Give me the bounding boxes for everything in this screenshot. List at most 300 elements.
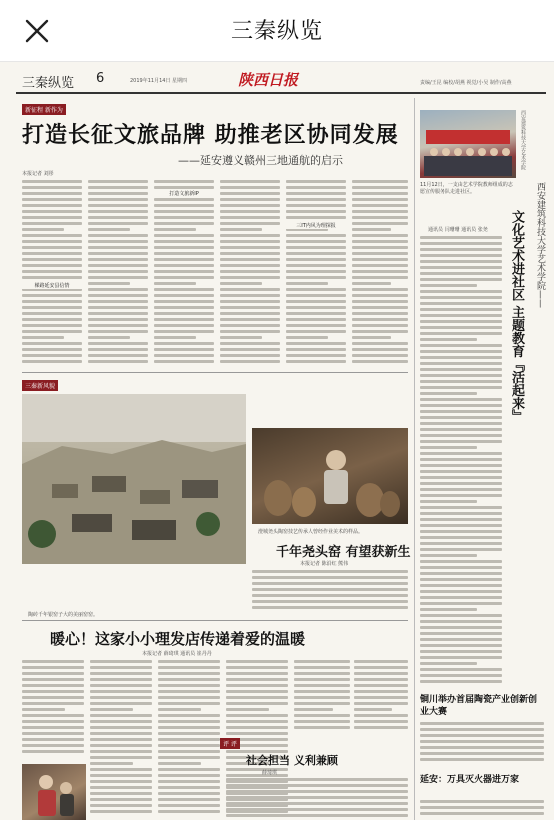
text-line	[220, 324, 280, 327]
text-line	[90, 684, 152, 687]
text-line	[22, 264, 82, 267]
text-line	[352, 300, 408, 303]
text-line	[88, 324, 148, 327]
masthead-section: 三秦纵览	[22, 76, 75, 91]
text-line	[22, 354, 82, 357]
text-line	[352, 288, 408, 291]
text-line	[22, 186, 82, 189]
text-line	[352, 246, 408, 249]
text-line	[88, 360, 148, 363]
text-line	[90, 708, 133, 711]
text-line	[420, 446, 477, 449]
text-line	[420, 392, 477, 395]
text-line	[354, 672, 408, 675]
warm-column-5	[294, 660, 350, 732]
text-line	[352, 330, 408, 333]
text-line	[88, 348, 148, 351]
text-line	[420, 458, 502, 461]
text-line	[226, 666, 288, 669]
text-line	[420, 512, 502, 515]
text-line	[286, 282, 328, 285]
text-line	[352, 192, 408, 195]
text-line	[420, 404, 502, 407]
text-line	[22, 342, 82, 345]
text-line	[252, 576, 408, 579]
text-line	[420, 734, 544, 737]
text-line	[420, 554, 477, 557]
text-line	[220, 294, 280, 297]
text-line	[354, 678, 408, 681]
text-line	[154, 294, 214, 297]
text-line	[286, 306, 346, 309]
text-line	[286, 300, 346, 303]
text-line	[220, 276, 280, 279]
text-line	[88, 342, 148, 345]
text-line	[154, 270, 214, 273]
text-line	[88, 330, 148, 333]
text-line	[158, 690, 220, 693]
text-line	[22, 348, 82, 351]
text-line	[286, 198, 346, 201]
text-line	[158, 738, 220, 741]
text-line	[90, 780, 152, 783]
text-line	[420, 758, 544, 761]
text-line	[90, 792, 152, 795]
text-line	[154, 336, 196, 339]
text-line	[158, 762, 201, 765]
text-line	[158, 696, 220, 699]
lead-column-1	[22, 180, 82, 368]
text-line	[154, 300, 214, 303]
warm-headline: 暖心！这家小小理发店传递着爱的温暖	[50, 630, 306, 648]
text-line	[158, 774, 220, 777]
text-line	[420, 614, 502, 617]
text-line	[90, 738, 152, 741]
text-line	[220, 348, 280, 351]
text-line	[90, 804, 152, 807]
volunteers-illustration	[420, 110, 516, 178]
text-line	[22, 330, 82, 333]
text-line	[354, 690, 408, 693]
text-line	[90, 744, 152, 747]
text-line	[420, 368, 502, 371]
feature-kicker: 三秦新风貌	[22, 380, 58, 391]
text-line	[90, 768, 152, 771]
text-line	[420, 440, 502, 443]
text-line	[286, 312, 346, 315]
feature-photo-caption-right: 澄城尧头陶窑技艺传承人曾经作业美术的样品。	[258, 529, 364, 535]
text-line	[22, 678, 84, 681]
text-line	[158, 702, 220, 705]
text-line	[226, 684, 288, 687]
text-line	[252, 582, 408, 585]
text-line	[286, 336, 328, 339]
text-line	[158, 714, 220, 717]
text-line	[220, 360, 280, 363]
right-column-divider	[414, 98, 415, 820]
text-line	[354, 702, 408, 705]
text-line	[220, 282, 262, 285]
lead-subhead-1: 梯路延安县信情	[22, 282, 82, 289]
text-line	[22, 738, 84, 741]
text-line	[22, 720, 84, 723]
text-line	[420, 380, 502, 383]
text-line	[22, 714, 84, 717]
text-line	[22, 696, 84, 699]
text-line	[158, 708, 201, 711]
text-line	[420, 362, 502, 365]
text-line	[154, 258, 214, 261]
text-line	[220, 312, 280, 315]
text-line	[220, 228, 262, 231]
text-line	[88, 300, 148, 303]
text-line	[220, 180, 280, 183]
text-line	[220, 264, 280, 267]
text-line	[286, 318, 346, 321]
text-line	[154, 252, 214, 255]
text-line	[22, 204, 82, 207]
text-line	[22, 360, 82, 363]
lead-column-5	[286, 180, 346, 368]
text-line	[22, 210, 82, 213]
text-line	[420, 422, 502, 425]
text-line	[22, 324, 82, 327]
text-line	[22, 312, 82, 315]
text-line	[352, 252, 408, 255]
text-line	[286, 240, 346, 243]
text-line	[352, 294, 408, 297]
text-line	[420, 680, 502, 683]
feature-body	[252, 570, 408, 614]
text-line	[220, 216, 280, 219]
text-line	[420, 482, 502, 485]
text-line	[420, 488, 502, 491]
text-line	[420, 428, 502, 431]
text-line	[420, 356, 502, 359]
text-line	[88, 204, 148, 207]
text-line	[226, 802, 408, 805]
right-institution-tag: 西安建筑科技大学艺术学院	[520, 110, 526, 170]
text-line	[158, 660, 220, 663]
text-line	[420, 752, 544, 755]
text-line	[158, 720, 220, 723]
text-line	[158, 756, 220, 759]
text-line	[420, 338, 477, 341]
text-line	[420, 674, 502, 677]
text-line	[420, 284, 477, 287]
text-line	[88, 180, 148, 183]
text-line	[352, 342, 408, 345]
text-line	[352, 336, 391, 339]
text-line	[352, 180, 408, 183]
text-line	[420, 656, 502, 659]
text-line	[154, 288, 214, 291]
text-line	[22, 732, 84, 735]
text-line	[22, 744, 84, 747]
text-line	[286, 216, 346, 219]
text-line	[22, 294, 82, 297]
text-line	[22, 222, 82, 225]
text-line	[420, 398, 502, 401]
text-line	[154, 186, 214, 189]
text-line	[22, 690, 84, 693]
lead-subheadline: ——延安遵义赣州三地通航的启示	[178, 154, 343, 167]
text-line	[420, 668, 502, 671]
text-line	[420, 620, 502, 623]
masthead	[16, 68, 546, 94]
text-line	[420, 608, 477, 611]
lead-column-6	[352, 180, 408, 368]
text-line	[286, 354, 346, 357]
text-line	[420, 560, 502, 563]
social-byline: 薛琦琪	[262, 770, 278, 776]
text-line	[352, 282, 391, 285]
text-line	[286, 186, 346, 189]
text-line	[420, 536, 502, 539]
text-line	[158, 804, 220, 807]
text-line	[22, 726, 84, 729]
feature-byline: 本报记者 陈沿红 熊伟	[300, 561, 349, 567]
newspaper-page[interactable]	[0, 62, 554, 820]
text-line	[220, 270, 280, 273]
text-line	[90, 762, 133, 765]
text-line	[352, 228, 391, 231]
text-line	[420, 746, 544, 749]
text-line	[420, 326, 502, 329]
text-line	[220, 204, 280, 207]
text-line	[354, 696, 408, 699]
text-line	[354, 660, 408, 663]
text-line	[158, 684, 220, 687]
text-line	[90, 678, 152, 681]
text-line	[158, 786, 220, 789]
text-line	[88, 282, 130, 285]
text-line	[420, 248, 502, 251]
text-line	[252, 594, 408, 597]
text-line	[22, 702, 84, 705]
text-line	[352, 312, 408, 315]
text-line	[154, 234, 214, 237]
text-line	[420, 374, 502, 377]
warm-column-2	[90, 660, 152, 820]
text-line	[352, 306, 408, 309]
text-line	[226, 720, 288, 723]
lead-column-3	[154, 180, 214, 368]
text-line	[286, 210, 346, 213]
text-line	[88, 222, 148, 225]
social-kicker: 评 评	[220, 738, 240, 749]
text-line	[226, 732, 288, 735]
text-line	[420, 638, 502, 641]
text-line	[90, 774, 152, 777]
text-line	[252, 588, 408, 591]
text-line	[420, 578, 502, 581]
lead-headline: 打造长征文旅品牌 助推老区协同发展	[22, 123, 399, 148]
text-line	[420, 566, 502, 569]
text-line	[22, 258, 82, 261]
text-line	[154, 180, 214, 183]
text-line	[420, 386, 502, 389]
text-line	[22, 750, 84, 753]
text-line	[220, 258, 280, 261]
social-headline: 社会担当 义利兼顾	[246, 754, 338, 767]
text-line	[420, 332, 502, 335]
text-line	[226, 726, 288, 729]
text-line	[420, 452, 502, 455]
text-line	[420, 260, 502, 263]
text-line	[154, 198, 214, 201]
text-line	[220, 330, 280, 333]
text-line	[90, 696, 152, 699]
warm-column-6	[354, 660, 408, 732]
text-line	[286, 324, 346, 327]
text-line	[154, 306, 214, 309]
kiln-village-photo	[22, 394, 246, 564]
text-line	[286, 276, 346, 279]
masthead-page-number: 6	[96, 71, 105, 86]
text-line	[294, 720, 350, 723]
text-line	[88, 294, 148, 297]
text-line	[154, 264, 214, 267]
text-line	[286, 258, 346, 261]
text-line	[294, 702, 350, 705]
masthead-date: 2019年11月14日 星期四	[130, 78, 188, 84]
text-line	[354, 666, 408, 669]
text-line	[354, 684, 408, 687]
text-line	[420, 662, 477, 665]
text-line	[22, 318, 82, 321]
text-line	[420, 476, 502, 479]
text-line	[90, 720, 152, 723]
text-line	[220, 192, 280, 195]
text-line	[420, 584, 502, 587]
text-line	[154, 216, 214, 219]
text-line	[420, 632, 502, 635]
text-line	[354, 714, 408, 717]
text-line	[420, 494, 502, 497]
lead-subhead-2: 打造文旅新IP	[154, 190, 214, 197]
text-line	[420, 590, 502, 593]
text-line	[226, 814, 408, 817]
text-line	[158, 744, 220, 747]
lead-kicker: 新征程 新作为	[22, 104, 66, 115]
text-line	[420, 314, 502, 317]
text-line	[420, 722, 544, 725]
text-line	[226, 660, 288, 663]
text-line	[90, 726, 152, 729]
text-line	[294, 696, 350, 699]
warm-column-3	[158, 660, 220, 820]
text-line	[420, 500, 477, 503]
text-line	[22, 672, 84, 675]
text-line	[352, 354, 408, 357]
text-line	[226, 790, 408, 793]
text-line	[420, 266, 502, 269]
text-line	[226, 784, 408, 787]
text-line	[22, 198, 82, 201]
text-line	[420, 806, 544, 809]
text-line	[420, 602, 502, 605]
text-line	[420, 272, 502, 275]
text-line	[352, 222, 408, 225]
text-line	[286, 288, 346, 291]
text-line	[88, 354, 148, 357]
text-line	[354, 708, 392, 711]
text-line	[220, 252, 280, 255]
text-line	[90, 714, 152, 717]
text-line	[226, 672, 288, 675]
text-line	[420, 290, 502, 293]
text-line	[22, 234, 82, 237]
text-line	[154, 312, 214, 315]
text-line	[226, 714, 288, 717]
text-line	[22, 240, 82, 243]
text-line	[220, 300, 280, 303]
text-line	[22, 306, 82, 309]
text-line	[90, 690, 152, 693]
text-line	[90, 810, 152, 813]
text-line	[88, 270, 148, 273]
text-line	[90, 732, 152, 735]
text-line	[90, 756, 152, 759]
text-line	[286, 360, 346, 363]
text-line	[154, 330, 214, 333]
text-line	[420, 236, 502, 239]
text-line	[154, 360, 214, 363]
text-line	[220, 210, 280, 213]
text-line	[294, 678, 350, 681]
text-line	[352, 198, 408, 201]
text-line	[420, 728, 544, 731]
text-line	[154, 342, 214, 345]
text-line	[88, 312, 148, 315]
text-line	[158, 732, 220, 735]
text-line	[420, 410, 502, 413]
right-sub-news-1: 铜川举办首届陶瓷产业创新创业大赛	[420, 695, 538, 717]
text-line	[220, 198, 280, 201]
text-line	[158, 798, 220, 801]
text-line	[286, 180, 346, 183]
social-body	[226, 778, 408, 820]
text-line	[88, 228, 130, 231]
text-line	[220, 288, 280, 291]
text-line	[420, 344, 502, 347]
text-line	[420, 308, 502, 311]
text-line	[154, 204, 214, 207]
text-line	[352, 264, 408, 267]
text-line	[88, 252, 148, 255]
text-line	[286, 264, 346, 267]
text-line	[22, 228, 64, 231]
feature-headline: 千年尧头窑 有望获新生	[276, 545, 411, 560]
text-line	[352, 324, 408, 327]
text-line	[158, 750, 220, 753]
text-line	[352, 270, 408, 273]
feature-photo-caption-left: 陶砖千年银窑子大的美丽窑窑。	[28, 612, 99, 618]
text-line	[220, 240, 280, 243]
text-line	[158, 810, 220, 813]
text-line	[158, 780, 220, 783]
text-line	[286, 270, 346, 273]
text-line	[22, 252, 82, 255]
text-line	[88, 336, 130, 339]
text-line	[220, 234, 280, 237]
text-line	[352, 204, 408, 207]
text-line	[286, 294, 346, 297]
right-body	[420, 236, 502, 686]
text-line	[90, 798, 152, 801]
text-line	[286, 330, 346, 333]
